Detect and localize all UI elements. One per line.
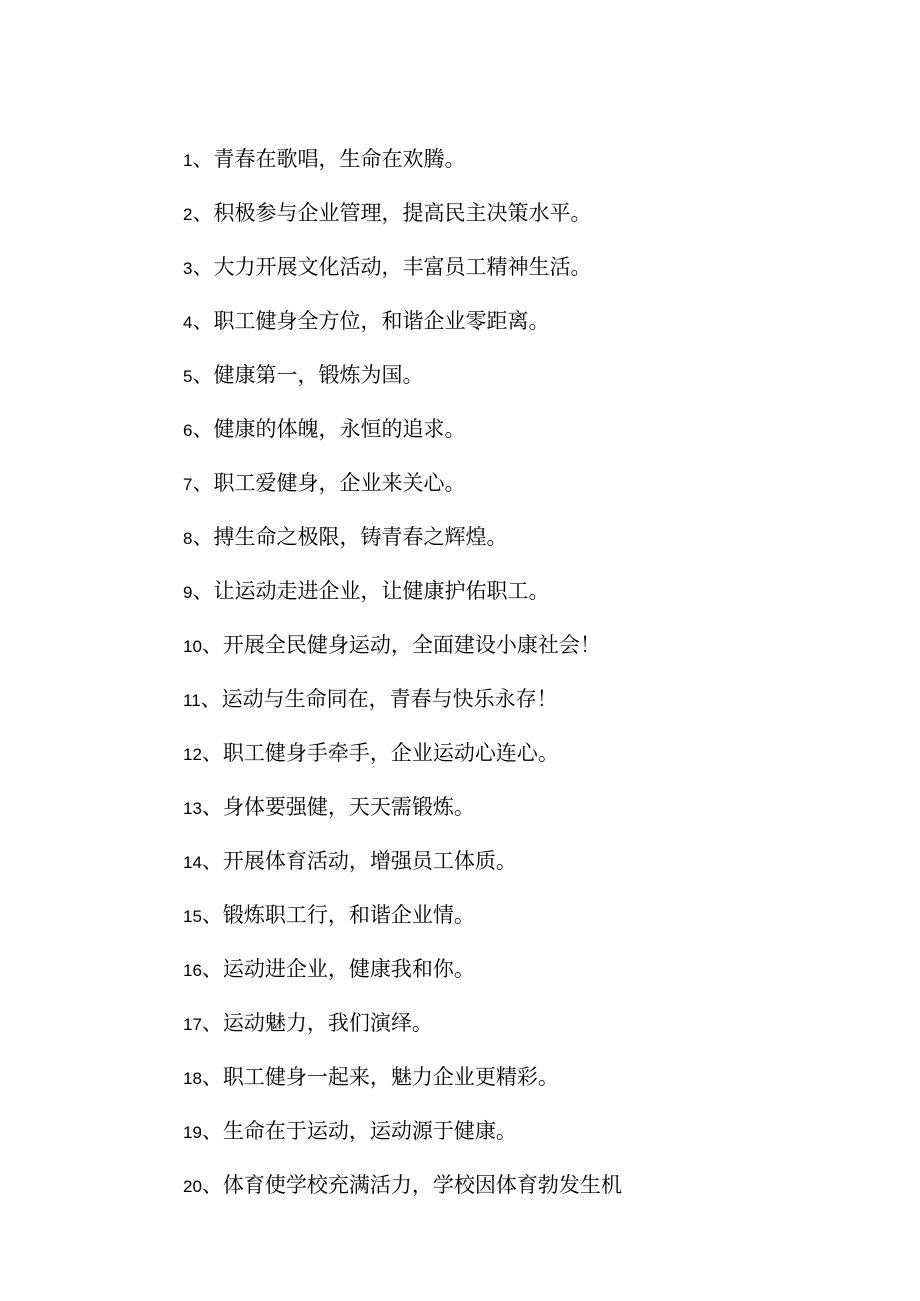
item-number: 2 <box>183 205 193 224</box>
item-separator: 、 <box>192 201 214 225</box>
list-item <box>183 627 622 681</box>
list-item <box>183 573 622 627</box>
item-text: 职工爱健身，企业来关心。 <box>213 471 466 495</box>
item-separator: 、 <box>201 849 223 873</box>
list-item <box>183 789 622 843</box>
list-item <box>183 897 622 951</box>
item-text: 让运动走进企业，让健康护佑职工。 <box>213 579 550 603</box>
list-item <box>183 843 622 897</box>
item-number: 11 <box>183 691 201 710</box>
item-separator: 、 <box>192 417 214 441</box>
item-text: 青春在歌唱，生命在欢腾。 <box>213 147 466 171</box>
item-text: 开展体育活动，增强员工体质。 <box>222 849 517 873</box>
item-text: 健康的体魄，永恒的追求。 <box>213 417 466 441</box>
item-number: 15 <box>183 907 202 926</box>
item-number: 12 <box>183 745 202 764</box>
item-number: 13 <box>183 799 202 818</box>
list-item <box>183 951 622 1005</box>
item-text: 职工健身手牵手，企业运动心连心。 <box>222 741 559 765</box>
item-separator: 、 <box>192 363 214 387</box>
item-number: 14 <box>183 853 202 872</box>
item-text: 锻炼职工行，和谐企业情。 <box>222 903 475 927</box>
item-separator: 、 <box>192 579 214 603</box>
item-separator: 、 <box>201 633 223 657</box>
item-number: 20 <box>183 1177 202 1196</box>
item-separator: 、 <box>201 1173 223 1197</box>
list-item <box>183 141 622 195</box>
list-item <box>183 1059 622 1113</box>
item-number: 10 <box>183 637 202 656</box>
item-separator: 、 <box>192 525 214 549</box>
item-text: 身体要强健，天天需锻炼。 <box>222 795 475 819</box>
item-number: 16 <box>183 961 202 980</box>
list-item <box>183 465 622 519</box>
list-item <box>183 303 622 357</box>
item-separator: 、 <box>201 1011 223 1035</box>
list-item <box>183 249 622 303</box>
item-separator: 、 <box>201 741 223 765</box>
item-number: 5 <box>183 367 193 386</box>
list-item <box>183 1113 622 1167</box>
item-number: 9 <box>183 583 193 602</box>
item-text: 职工健身一起来，魅力企业更精彩。 <box>222 1065 559 1089</box>
item-separator: 、 <box>201 957 223 981</box>
item-text: 职工健身全方位，和谐企业零距离。 <box>213 309 550 333</box>
item-text: 大力开展文化活动，丰富员工精神生活。 <box>213 255 592 279</box>
item-number: 3 <box>183 259 193 278</box>
item-number: 7 <box>183 475 193 494</box>
item-number: 19 <box>183 1123 202 1142</box>
list-item <box>183 357 622 411</box>
item-number: 18 <box>183 1069 202 1088</box>
item-text: 生命在于运动，运动源于健康。 <box>222 1119 517 1143</box>
list-item <box>183 411 622 465</box>
list-item <box>183 1005 622 1059</box>
item-separator: 、 <box>201 1119 223 1143</box>
item-text: 搏生命之极限，铸青春之辉煌。 <box>213 525 508 549</box>
item-text: 开展全民健身运动，全面建设小康社会！ <box>222 633 601 657</box>
item-text: 运动进企业，健康我和你。 <box>222 957 475 981</box>
slogan-list <box>183 141 622 1221</box>
item-separator: 、 <box>201 1065 223 1089</box>
item-number: 1 <box>183 151 193 170</box>
list-item <box>183 519 622 573</box>
item-text: 体育使学校充满活力，学校因体育勃发生机 <box>222 1173 622 1197</box>
item-separator: 、 <box>192 147 214 171</box>
list-item <box>183 1167 622 1221</box>
item-number: 4 <box>183 313 193 332</box>
list-item <box>183 735 622 789</box>
list-item <box>183 195 622 249</box>
item-separator: 、 <box>192 309 214 333</box>
list-item <box>183 681 622 735</box>
item-separator: 、 <box>200 687 222 711</box>
item-text: 运动与生命同在，青春与快乐永存！ <box>221 687 558 711</box>
item-text: 运动魅力，我们演绎。 <box>222 1011 433 1035</box>
item-number: 8 <box>183 529 193 548</box>
item-separator: 、 <box>192 471 214 495</box>
item-separator: 、 <box>201 795 223 819</box>
item-text: 积极参与企业管理，提高民主决策水平。 <box>213 201 592 225</box>
item-number: 6 <box>183 421 193 440</box>
item-number: 17 <box>183 1015 202 1034</box>
item-separator: 、 <box>201 903 223 927</box>
item-text: 健康第一，锻炼为国。 <box>213 363 424 387</box>
item-separator: 、 <box>192 255 214 279</box>
